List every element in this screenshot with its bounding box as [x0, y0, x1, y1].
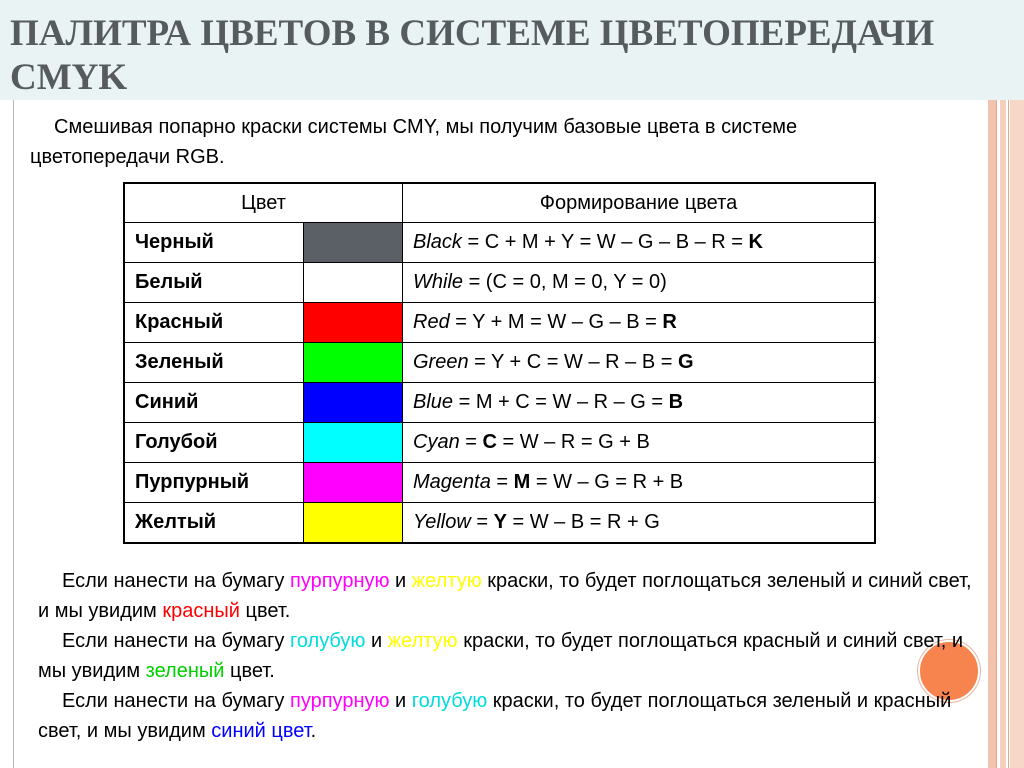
formula-bold: R: [662, 311, 677, 333]
table-row: [124, 383, 875, 423]
color-palette-table: [123, 182, 876, 544]
note-paragraph: [38, 566, 973, 626]
note-text: цвет.: [224, 660, 275, 682]
formula-term: While: [413, 271, 464, 293]
note-result-color-word: зеленый: [145, 660, 225, 682]
swatch-fill: [304, 463, 402, 502]
right-decoration-stripe: [1000, 100, 1006, 768]
table-row: [124, 303, 875, 343]
table-row: [124, 343, 875, 383]
header-formation: Формирование цвета: [403, 183, 876, 223]
right-decoration-line: [996, 100, 997, 768]
formula-post: = W – R = G + B: [496, 431, 650, 453]
color-formula: [403, 263, 876, 303]
note-text: Если нанести на бумагу: [62, 570, 290, 592]
note-paragraph: [38, 686, 973, 746]
note-result-color-word: красный: [162, 600, 240, 622]
header-color: Цвет: [124, 183, 403, 223]
note-text: и: [389, 570, 412, 592]
table-header-row: [124, 183, 875, 223]
color-swatch: [304, 383, 403, 423]
formula-term: Blue: [413, 391, 454, 413]
right-decoration-stripe: [988, 100, 996, 768]
notes-section: [38, 566, 973, 746]
color-swatch: [304, 503, 403, 544]
color-formula: [403, 303, 876, 343]
table-row: [124, 223, 875, 263]
swatch-fill: [304, 503, 402, 542]
color-swatch: [304, 263, 403, 303]
table-row: [124, 463, 875, 503]
note-color-word: пурпурную: [289, 690, 390, 712]
title-main: ПАЛИТРА ЦВЕТОВ В СИСТЕМЕ ЦВЕТОПЕРЕДАЧИ: [10, 13, 935, 54]
color-name: Зеленый: [124, 343, 304, 383]
formula-bold: B: [668, 391, 684, 413]
color-name: Красный: [124, 303, 304, 343]
formula-bold: M: [513, 471, 531, 493]
formula-term: Magenta: [413, 471, 491, 493]
right-decoration-line: [1008, 100, 1009, 768]
color-formula: [403, 383, 876, 423]
formula-term: Yellow: [413, 511, 471, 533]
color-name: Белый: [124, 263, 304, 303]
slide-title: [10, 12, 1010, 100]
color-swatch: [304, 303, 403, 343]
formula-post: = W – B = R + G: [506, 511, 660, 533]
color-formula: [403, 503, 876, 544]
color-formula: [403, 423, 876, 463]
note-color-word: желтую: [411, 570, 482, 592]
formula-pre: =: [470, 511, 494, 533]
title-sub: CMYK: [10, 57, 128, 98]
right-decoration-stripe: [1010, 100, 1024, 768]
color-name: Черный: [124, 223, 304, 263]
note-color-word: голубую: [411, 690, 488, 712]
note-text: .: [310, 720, 317, 742]
color-swatch: [304, 223, 403, 263]
note-color-word: пурпурную: [289, 570, 390, 592]
formula-bold: Y: [493, 511, 507, 533]
formula-term: Black: [413, 231, 462, 253]
color-swatch: [304, 423, 403, 463]
note-text: краски, то будет поглощаться красный и синий свет, и мы увидим: [38, 630, 964, 682]
swatch-fill: [304, 303, 402, 342]
note-text: и: [389, 690, 412, 712]
note-text: Если нанести на бумагу: [62, 690, 290, 712]
note-color-word: голубую: [289, 630, 366, 652]
color-formula: [403, 463, 876, 503]
formula-term: Red: [413, 311, 450, 333]
note-text: краски, то будет поглощаться зеленый и красный свет, и мы увидим: [38, 690, 952, 742]
note-color-word: желтую: [387, 630, 458, 652]
color-name: Голубой: [124, 423, 304, 463]
formula-bold: C: [482, 431, 497, 453]
table-row: [124, 423, 875, 463]
note-paragraph: [38, 626, 973, 686]
color-name: Синий: [124, 383, 304, 423]
formula-term: Cyan: [413, 431, 460, 453]
swatch-fill: [304, 263, 402, 302]
note-text: цвет.: [239, 600, 291, 622]
table-row: [124, 503, 875, 544]
swatch-fill: [304, 423, 402, 462]
color-swatch: [304, 343, 403, 383]
formula-pre: = M + C = W – R – G =: [453, 391, 669, 413]
note-text: и: [365, 630, 388, 652]
formula-pre: = Y + C = W – R – B =: [468, 351, 678, 373]
color-swatch: [304, 463, 403, 503]
intro-paragraph: Смешивая попарно краски системы CMY, мы получим базовые цвета в системе цветопередачи RGB.: [30, 116, 798, 168]
swatch-fill: [304, 223, 402, 262]
formula-bold: G: [677, 351, 694, 373]
formula-pre: =: [490, 471, 514, 493]
formula-pre: = C + M + Y = W – G – B – R =: [461, 231, 749, 253]
formula-pre: = Y + M = W – G – B =: [449, 311, 663, 333]
swatch-fill: [304, 383, 402, 422]
formula-bold: K: [748, 231, 763, 253]
swatch-fill: [304, 343, 402, 382]
slide-header: [0, 0, 1024, 100]
table-row: [124, 263, 875, 303]
formula-pre: = (C = 0, M = 0, Y = 0): [463, 271, 667, 293]
note-text: Если нанести на бумагу: [62, 630, 290, 652]
note-result-color-word: синий цвет: [211, 720, 311, 742]
color-name: Желтый: [124, 503, 304, 544]
left-divider-line: [13, 100, 14, 768]
formula-post: = W – G = R + B: [530, 471, 684, 493]
color-formula: [403, 343, 876, 383]
color-name: Пурпурный: [124, 463, 304, 503]
formula-pre: =: [459, 431, 483, 453]
note-text: краски, то будет поглощаться зеленый и синий свет, и мы увидим: [38, 570, 972, 622]
formula-term: Green: [413, 351, 469, 373]
color-formula: [403, 223, 876, 263]
